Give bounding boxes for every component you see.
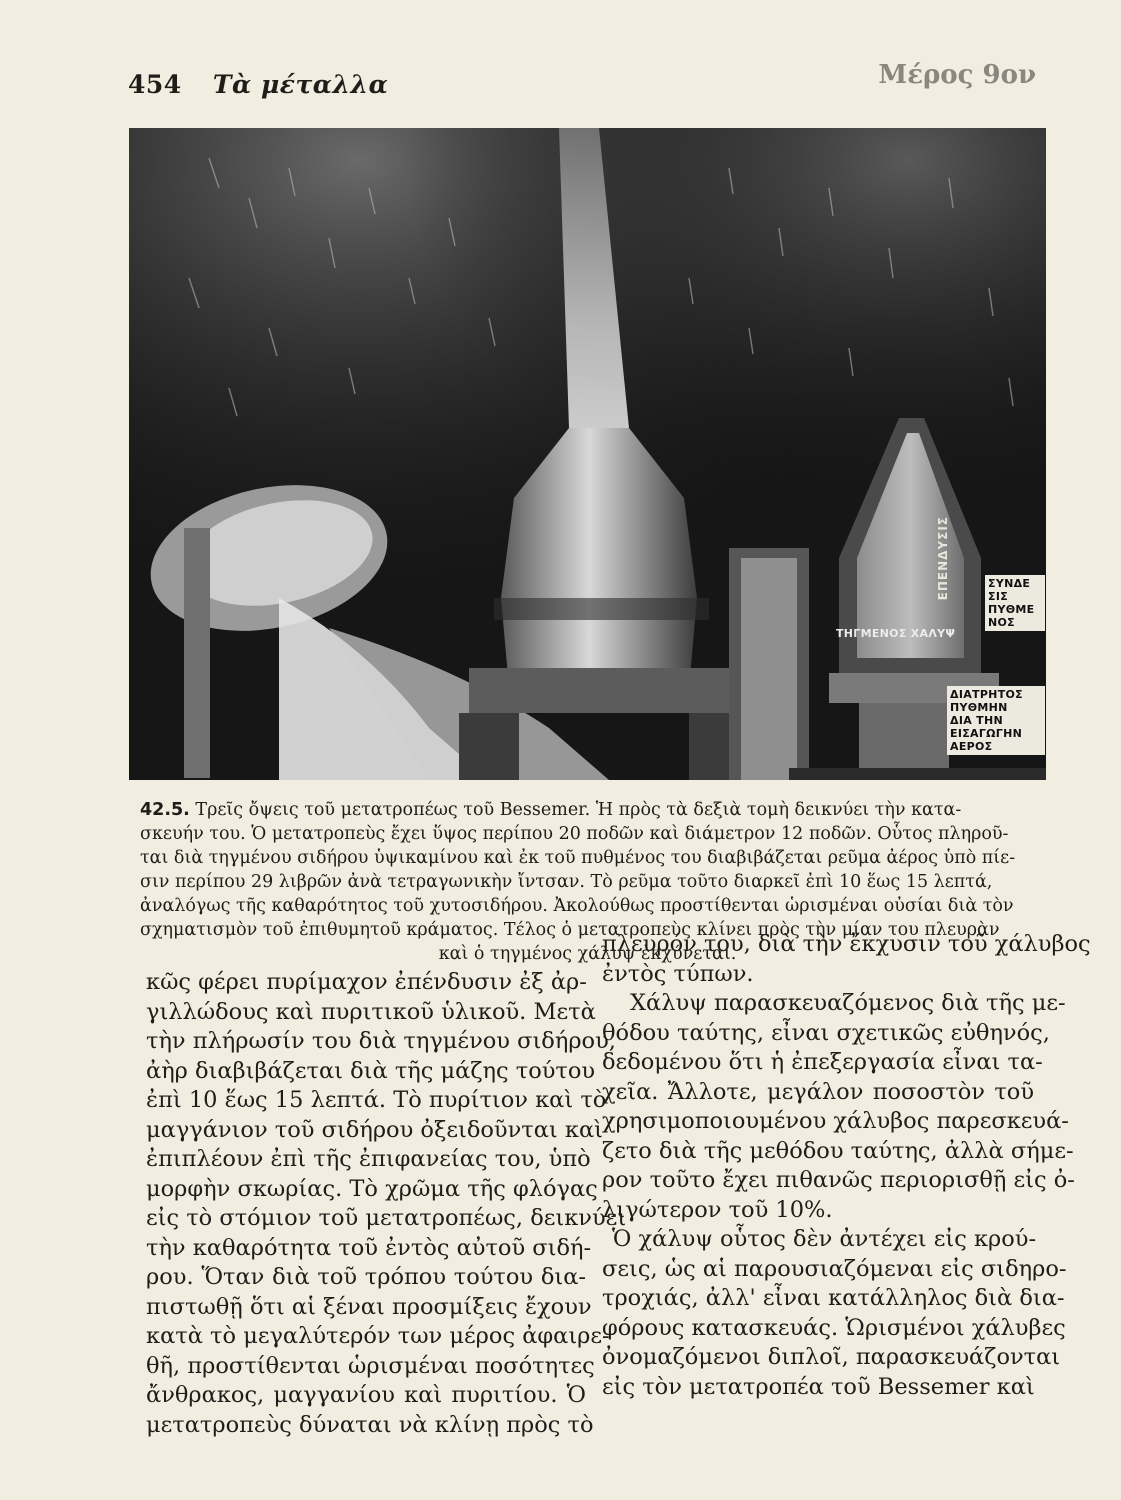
label-lining: ΕΠΕΝΔΥΣΙΣ xyxy=(936,516,950,601)
text-line: μορφὴν σκωρίας. Τὸ χρῶμα τῆς φλόγας xyxy=(146,1175,598,1202)
caption-line: σκευήν του. Ὁ μετατροπεὺς ἔχει ὕψος περίπου 20 ποδῶν καὶ διάμετρον 12 ποδῶν. Οὗτος πληροῦ- xyxy=(140,824,1009,844)
text-line: Ὁ χάλυψ οὗτος δὲν ἀντέχει εἰς κρού- xyxy=(612,1226,1037,1252)
text-line: ὀνομαζόμενοι διπλοῖ, παρασκευάζονται xyxy=(602,1344,1061,1370)
label-line: ΣΥΝΔΕ xyxy=(988,577,1031,590)
text-line: ἐπὶ 10 ἕως 15 λεπτά. Τὸ πυρίτιον καὶ τὸ xyxy=(146,1087,607,1113)
label-bottom-connection xyxy=(985,575,1045,631)
text-line: Χάλυψ παρασκευαζόμενος διὰ τῆς με- xyxy=(630,990,1066,1016)
running-header-left xyxy=(128,70,388,99)
text-line: πλευρόν του, διὰ τὴν ἔκχυσιν τοῦ χάλυβος xyxy=(602,931,1091,957)
text-line: τροχιάς, ἀλλ' εἶναι κατάλληλος διὰ δια- xyxy=(602,1285,1065,1311)
text-line: πιστωθῇ ὅτι αἱ ξέναι προσμίξεις ἔχουν xyxy=(146,1293,592,1320)
text-line: γιλλώδους καὶ πυριτικοῦ ὑλικοῦ. Μετὰ xyxy=(146,998,596,1025)
caption-line: ται διὰ τηγμένου σιδήρου ὑψικαμίνου καὶ ἐκ τοῦ πυθμένος του διαβιβάζεται ρεῦμα ἀέρος ὑπὸ πίε- xyxy=(140,848,1016,868)
body-column-right xyxy=(602,930,1091,1402)
text-line: ἄνθρακος, μαγγανίου καὶ πυριτίου. Ὁ xyxy=(146,1382,586,1408)
caption-line xyxy=(140,798,1035,822)
text-line: εἰς τὸ στόμιον τοῦ μετατροπέως, δεικνύει xyxy=(146,1205,627,1231)
label-line: ΔΙΑ ΤΗΝ xyxy=(950,714,1003,727)
caption-number: 42.5. xyxy=(140,800,190,820)
text-line: χρησιμοποιουμένου χάλυβος παρεσκευά- xyxy=(602,1108,1069,1134)
text-line: φόρους κατασκευάς. Ὡρισμένοι χάλυβες xyxy=(602,1314,1066,1341)
text-line: κῶς φέρει πυρίμαχον ἐπένδυσιν ἐξ ἀρ- xyxy=(146,969,587,995)
text-line: κατὰ τὸ μεγαλύτερόν των μέρος ἀφαιρε- xyxy=(146,1323,610,1349)
label-line: ΠΥΘΜΕ xyxy=(988,603,1035,616)
text-line: λιγώτερον τοῦ 10%. xyxy=(602,1196,833,1223)
text-line: σεις, ὡς αἱ παρουσιαζόμεναι εἰς σιδηρο- xyxy=(602,1255,1067,1282)
text-line: θῆ, προστίθενται ὡρισμέναι ποσότητες xyxy=(146,1352,595,1379)
caption-line: καὶ ὁ τηγμένος χάλυψ ἐκχύνεται. xyxy=(438,944,737,964)
text-line: τὴν πλήρωσίν του διὰ τηγμένου σιδήρου, xyxy=(146,1028,616,1054)
text-line: ἐπιπλέουν ἐπὶ τῆς ἐπιφανείας του, ὑπὸ xyxy=(146,1146,591,1172)
part-label: Μέρος 9ον xyxy=(878,60,1036,90)
text-line: μετατροπεὺς δύναται νὰ κλίνῃ πρὸς τὸ xyxy=(146,1411,594,1438)
label-perforated-bottom xyxy=(947,686,1045,755)
label-line: ΔΙΑΤΡΗΤΟΣ xyxy=(950,688,1023,701)
label-molten-steel: ΤΗΓΜΕΝΟΣ ΧΑΛΥΨ xyxy=(836,627,956,640)
caption-text: Τρεῖς ὄψεις τοῦ μετατροπέως τοῦ Bessemer. Ἡ πρὸς τὰ δεξιὰ τομὴ δεικνύει τὴν κατα- xyxy=(195,800,962,820)
text-line: μαγγάνιον τοῦ σιδήρου ὀξειδοῦνται καὶ xyxy=(146,1116,603,1143)
chapter-title: Τὰ μέταλλα xyxy=(212,70,389,99)
label-line: ΣΙΣ xyxy=(988,590,1009,603)
text-line: ἀὴρ διαβιβάζεται διὰ τῆς μάζης τούτου xyxy=(146,1057,596,1084)
bessemer-converter-photo xyxy=(129,128,1046,780)
label-line: ΕΙΣΑΓΩΓΗΝ xyxy=(950,727,1023,740)
converter-illustration xyxy=(129,128,1046,780)
text-line: ζετο διὰ τῆς μεθόδου ταύτης, ἀλλὰ σήμε- xyxy=(602,1137,1074,1164)
text-line: δεδομένου ὅτι ἡ ἐπεξεργασία εἶναι τα- xyxy=(602,1049,1043,1075)
text-line: θόδου ταύτης, εἶναι σχετικῶς εὐθηνός, xyxy=(602,1019,1050,1046)
caption-line: σχηματισμὸν τοῦ ἐπιθυμητοῦ κράματος. Τέλος ὁ μετατροπεὺς κλίνει πρὸς τὴν μίαν του πλευρὰν xyxy=(140,920,1000,940)
text-line: χεῖα. Ἄλλοτε, μεγάλον ποσοστὸν τοῦ xyxy=(602,1078,1034,1105)
text-line: ρου. Ὅταν διὰ τοῦ τρόπου τούτου δια- xyxy=(146,1264,586,1290)
page-number: 454 xyxy=(128,70,182,99)
text-line: τὴν καθαρότητα τοῦ ἐντὸς αὐτοῦ σιδή- xyxy=(146,1234,592,1261)
text-line: ρον τοῦτο ἔχει πιθανῶς περιορισθῇ εἰς ὀ- xyxy=(602,1167,1075,1193)
body-column-left xyxy=(146,968,627,1440)
label-line: ΠΥΘΜΗΝ xyxy=(950,701,1008,714)
text-line: ἐντὸς τύπων. xyxy=(602,960,754,987)
caption-line: ἀναλόγως τῆς καθαρότητος τοῦ χυτοσιδήρου. Ἀκολούθως προστίθενται ὡρισμέναι οὐσίαι διὰ τὸν xyxy=(140,896,1014,916)
text-line: εἰς τὸν μετατροπέα τοῦ Bessemer καὶ xyxy=(602,1373,1035,1400)
caption-line: σιν περίπου 29 λιβρῶν ἀνὰ τετραγωνικὴν ἴντσαν. Τὸ ρεῦμα τοῦτο διαρκεῖ ἐπὶ 10 ἕως 15 λεπτά, xyxy=(140,872,993,892)
label-line: ΑΕΡΟΣ xyxy=(950,740,993,753)
label-line: ΝΟΣ xyxy=(988,616,1015,629)
